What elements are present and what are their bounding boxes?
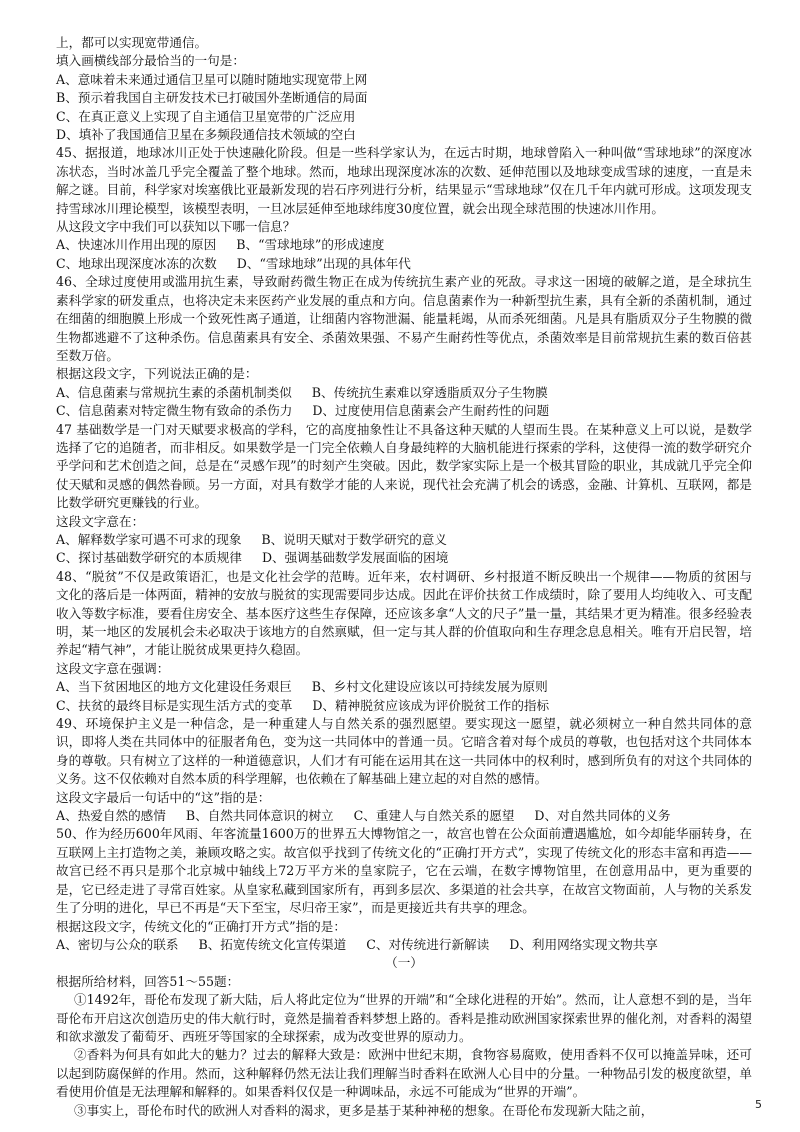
q49-prompt: 这段文字最后一句话中的“这”指的是：: [56, 789, 271, 805]
q44-tail: 上，都可以实现宽带通信。: [56, 35, 208, 50]
q46-option-c: C、信息菌素对特定微生物有致命的杀伤力: [56, 403, 293, 419]
section-heading: （一）: [385, 955, 423, 971]
q47-passage: 47 基础数学是一门对天赋要求极高的学科，它的高度抽象性让不具备这种天赋的人望而生畏。在某种意义上可以说，是数学选择了它的追随者，而非相反。如果数学是一门完全依赖人自身最纯粹的大脑机能进行探索的学科，这使得一流的数学研究介乎学问和艺术创造之间，总是在“灵感乍现”的时刻产生突破。因此，数学家实际上是一个极其冒险的职业，其成就几乎完全仰仗天赋和灵感的偶然眷顾。另一方面，对具有数学才能的人来说，现代社会充满了机会的诱惑，金融、计算机、互联网，都是比数学研究更赚钱的行业。: [56, 421, 752, 511]
q45-option-b: B、“雪球地球”的形成速度: [236, 237, 385, 253]
q50-option-b: B、拓宽传统文化宣传渠道: [198, 936, 347, 952]
q44-option-c: C、在真正意义上实现了自主通信卫星宽带的广泛应用: [56, 108, 356, 124]
q50-option-a: A、密切与公众的联系: [56, 936, 179, 952]
q44-option-b: B、预示着我国自主研发技术已打破国外垄断通信的局面: [56, 90, 368, 106]
q48-option-c: C、扶贫的最终目标是实现生活方式的变革: [56, 697, 293, 713]
q47-option-a: A、解释数学家可遇不可求的现象: [56, 531, 242, 547]
q46-prompt: 根据这段文字，下列说法正确的是：: [56, 366, 258, 382]
q48-option-d: D、精神脱贫应该成为评价脱贫工作的指标: [312, 697, 550, 713]
material-paragraph-2: ②香料为何具有如此大的魅力？过去的解释大致是：欧洲中世纪末期，食物容易腐败，使用香料不仅可以掩盖异味，还可以起到防腐保鲜的作用。然而，这种解释仍然无法让我们理解当时香料在欧洲人心目中的分量。一种物品引发的极度欲望，单看使用价值是无法理解和解释的。如果香料仅仅是一种调味品，永远不可能成为“世界的开端”。: [56, 1047, 752, 1100]
q49-option-a: A、热爱自然的感情: [56, 808, 166, 824]
q49-passage: 49、环境保护主义是一种信念，是一种重建人与自然关系的强烈愿望。要实现这一愿望，就必须树立一种自然共同体的意识，即将人类在共同体中的征服者角色，变为这一共同体中的普通一员。它暗含着对每个成员的尊敬，也包括对这个共同体本身的尊敬。只有树立了这样的一种道德意识，人们才有可能在运用其在这一共同体中的权利时，感到所负有的对这个共同体的义务。这不仅依赖对自然本质的科学理解，也依赖在了解基础上建立起的对自然的感情。: [56, 716, 752, 787]
q45-option-a: A、快速冰川作用出现的原因: [56, 237, 217, 253]
q47-option-d: D、强调基础数学发展面临的困境: [261, 550, 449, 566]
page-number: 5: [755, 1097, 762, 1111]
material-paragraph-1: ①1492年，哥伦布发现了新大陆，后人将此定位为“世界的开端”和“全球化进程的开始”。然而，让人意想不到的是，当年哥伦布开启这次创造历史的伟大航行时，竟然是揣着香料梦想上路的。香料是推动欧洲国家探索世界的催化剂，对香料的渴望和欲求激发了葡萄牙、西班牙等国家的全球探索，成为改变世界的原动力。: [56, 992, 752, 1044]
q45-options-row: [56, 236, 752, 254]
q45-option-c: C、地球出现深度冰冻的次数: [56, 255, 217, 271]
q44-prompt: 填入画横线部分最恰当的一句是：: [56, 53, 245, 69]
q48-prompt: 这段文字意在强调：: [56, 660, 170, 676]
q44-option-d: D、填补了我国通信卫星在多频段通信技术领域的空白: [56, 127, 356, 143]
q49-option-c: C、重建人与自然关系的愿望: [353, 808, 515, 824]
q49-option-d: D、对自然共同体的义务: [534, 808, 671, 824]
material-paragraph-3: ③事实上，哥伦布时代的欧洲人对香料的渴求，更多是基于某种神秘的想象。在哥伦布发现新大陆之前，: [74, 1102, 654, 1118]
q48-passage: 48、“脱贫”不仅是政策语汇，也是文化社会学的范畴。近年来，农村调研、乡村报道不断反映出一个规律——物质的贫困与文化的落后是一体两面，精神的安放与脱贫的实现需要同步达成。因此在评价扶贫工作成绩时，除了要用人均纯收入、可支配收入等数字标准，要看住房安全、基本医疗这些生存保障，还应该多拿“人文的尺子”量一量，其结果才更为精准。很多经验表明，某一地区的发展机会未必取决于该地方的自然禀赋，但一定与其人群的价值取向和生存理念息息相关。唯有开启民智，培养起“精气神”，才能让脱贫成果更持久稳固。: [56, 568, 752, 658]
q47-prompt: 这段文字意在：: [56, 513, 145, 529]
q49-option-b: B、自然共同体意识的树立: [185, 808, 334, 824]
q44-option-a: A、意味着未来通过通信卫星可以随时随地实现宽带上网: [56, 71, 368, 87]
q47-options-row: [56, 531, 752, 549]
q45-option-d: D、“雪球地球”出现的具体年代: [236, 255, 411, 271]
q46-option-d: D、过度使用信息菌素会产生耐药性的问题: [312, 403, 550, 419]
q47-options-row: [56, 549, 752, 567]
q48-options-row: [56, 697, 752, 715]
q50-options-row: [56, 936, 752, 954]
q50-passage: 50、作为经历600年风雨、年客流量1600万的世界五大博物馆之一，故宫也曾在公众面前遭遇尴尬，如今却能华丽转身，在互联网上主打造物之美，兼顾攻略之实。故宫似乎找到了传统文化的“正确打开方式”，实现了传统文化的形态丰富和再造——故宫已经不再只是那个北京城中轴线上72万平方米的皇家院子，它在云端，在数字博物馆里，在创意用品中，更为重要的是，它已经走进了寻常百姓家。从皇家私藏到国家所有，再到多层次、多渠道的社会共享，在故宫文物面前，人与物的关系发生了分明的进化，早已不再是“天下至宝，尽归帝王家”，而是更接近共有共享的理念。: [56, 826, 752, 916]
q50-option-d: D、利用网络实现文物共享: [509, 936, 658, 952]
document-body: [56, 34, 752, 1120]
q45-prompt: 从这段文字中我们可以获知以下哪一信息？: [56, 219, 296, 235]
q48-option-a: A、当下贫困地区的地方文化建设任务艰巨: [56, 679, 292, 695]
q50-prompt: 根据这段文字，传统文化的“正确打开方式”指的是：: [56, 918, 346, 934]
q46-options-row: [56, 384, 752, 402]
q49-options-row: [56, 807, 752, 825]
q46-options-row: [56, 402, 752, 420]
q47-option-c: C、探讨基础数学研究的本质规律: [56, 550, 242, 566]
section-instruction: 根据所给材料，回答51～55题：: [56, 973, 240, 989]
q46-option-a: A、信息菌素与常规抗生素的杀菌机制类似: [56, 384, 292, 400]
q48-option-b: B、乡村文化建设应该以可持续发展为原则: [311, 679, 548, 695]
q48-options-row: [56, 678, 752, 696]
q45-options-row: [56, 255, 752, 273]
q50-option-c: C、对传统进行新解读: [366, 936, 490, 952]
q46-option-b: B、传统抗生素难以穿透脂质双分子生物膜: [311, 384, 548, 400]
q45-passage: 45、据报道，地球冰川正处于快速融化阶段。但是一些科学家认为，在远古时期，地球曾陷入一种叫做“雪球地球”的深度冰冻状态，当时冰盖几乎完全覆盖了整个地球。然而，地球出现深度冰冻的次数、延伸范围以及地球变成雪球的速度，一直是未解之谜。目前，科学家对埃塞俄比亚最新发现的岩石序列进行分析，结果显示“雪球地球”仅在几千年内就可形成。这项发现支持雪球冰川理论模型，该模型表明，一旦冰层延伸至地球纬度30度位置，就会出现全球范围的快速冰川作用。: [56, 145, 752, 216]
q46-passage: 46、全球过度使用或滥用抗生素，导致耐药微生物正在成为传统抗生素产业的死敌。寻求这一困境的破解之道，是全球抗生素科学家的研发重点，也将决定未来医药产业发展的重点和方向。信息菌素作为一种新型抗生素，具有全新的杀菌机制，通过在细菌的细胞膜上形成一个致死性离子通道，让细菌内容物泄漏、能量耗竭，从而杀死细菌。凡是具有脂质双分子生物膜的微生物都逃避不了这种杀伤。信息菌素具有安全、杀菌效果强、不易产生耐药性等优点，杀菌效率是目前常规抗生素的数百倍甚至数万倍。: [56, 274, 752, 363]
q47-option-b: B、说明天赋对于数学研究的意义: [261, 531, 447, 547]
